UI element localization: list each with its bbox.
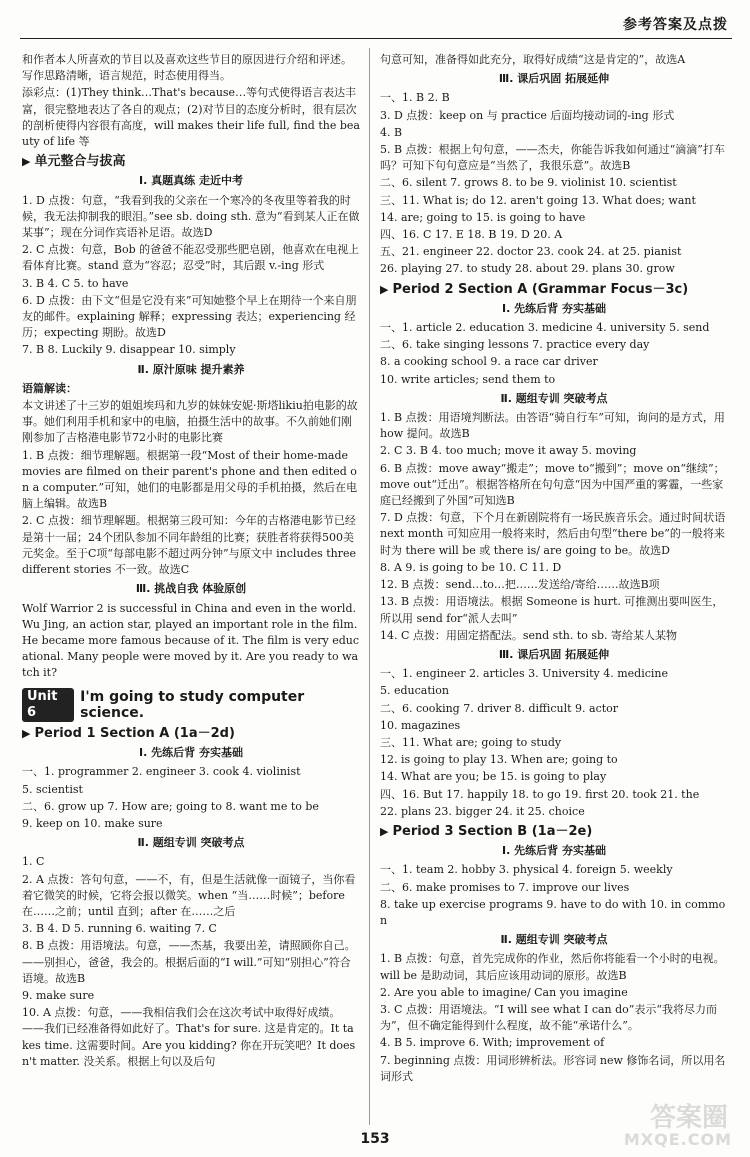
answer-line: 二、6. make promises to 7. improve our lives [380,880,630,894]
answer-line: 5. education [380,684,449,698]
section-heading [22,726,360,742]
unit-heading [22,688,360,722]
triangle-icon: ▶ [380,824,389,838]
answer-line: 二、6. silent 7. grows 8. to be 9. violinist 10. scientist [380,176,677,190]
answer-line: 3. D 点拨：keep on 与 practice 后面均接动词的-ing 形式 [380,108,675,122]
answer-line: 二、6. take singing lessons 7. practice every day [380,338,650,352]
answer-line: 句意可知，准备得如此充分，取得好成绩“这是肯定的”，故选A [380,53,686,66]
answer-line: 和作者本人所喜欢的节目以及喜欢这些节目的原因进行介绍和评述。写作思路清晰，语言规范，时态使用得当。 [22,53,352,83]
answer-line: 26. playing 27. to study 28. about 29. plans 30. grow [380,262,675,276]
subsection-heading: Ⅰ. 真题真练 走近中考 [139,174,243,188]
answer-line: 8. a cooking school 9. a race car driver [380,355,598,369]
answer-line: 1. B 点拨：细节理解题。根据第一段“Most of their home-made movies are filmed on their parent's phone and then edited on a computer.”可知，她们的电影都是用父母的手机拍摄，然后在电脑上编辑。故选B [22,448,358,511]
note-label: 语篇解读： [22,381,77,395]
unit-title: I'm going to study computer science. [80,688,305,721]
answer-line: 二、6. cooking 7. driver 8. difficult 9. actor [380,701,619,715]
answer-line: 9. make sure [22,988,95,1002]
answer-line: 7. D 点拨：句意，下个月在新剧院将有一场民族音乐会。通过时间状语 next month 可知应用一般将来时，然后由句型“there be”的一般将来时为 there will be 或 there is/ are going to be。故选D [380,511,726,557]
answer-line: 22. plans 23. bigger 24. it 25. choice [380,804,585,818]
subsection-heading: Ⅱ. 原汁原味 提升素养 [137,362,245,376]
section-heading [380,824,728,840]
answer-line: 6. D 点拨：由下文“但是它没有来”可知她整个早上在期待一个来自朋友的邮件。explaining 解释；expressing 表达；experiencing 经历；expecting 期盼。故选D [22,293,357,340]
page-header-title: 参考答案及点拨 [623,17,728,33]
answer-line: 四、16. C 17. E 18. B 19. D 20. A [380,228,563,242]
right-column [380,52,728,1086]
subsection-heading: Ⅰ. 先练后背 夯实基础 [502,301,606,315]
answer-line: 三、11. What are; going to study [380,735,562,749]
triangle-icon: ▶ [22,155,31,169]
answer-line: 1. C [22,855,45,869]
answer-line: 3. C 点拨：用语境法。“I will see what I can do”表示“我将尽力而为”，但不确定能得到什么程度，故不能“承诺什么”。 [380,1002,718,1033]
answer-line: 7. B 8. Luckily 9. disappear 10. simply [22,343,236,357]
triangle-icon: ▶ [380,282,389,296]
answer-line: 14. C 点拨：用固定搭配法。send sth. to sb. 寄给某人某物 [380,628,678,642]
answer-line: 1. D 点拨：句意，“我看到我的父亲在一个寒冷的冬夜里等着我的时候，我无法抑制我的眼泪。”see sb. doing sth. 意为“看到某人正在做某事”；现在分词作宾语补足语。故选D [22,193,360,240]
answer-line: 2. C 点拨：句意，Bob 的爸爸不能忍受那些肥皂剧，他喜欢在电视上看体育比赛。stand 意为“容忍；忍受”时，其后跟 v.-ing 形式 [22,243,360,273]
section-heading [22,154,360,170]
answer-line: 9. keep on 10. make sure [22,816,163,830]
answer-line: 14. What are you; be 15. is going to play [380,770,607,784]
subsection-heading: Ⅱ. 题组专训 突破考点 [137,836,245,850]
subsection-heading: Ⅱ. 题组专训 突破考点 [500,933,608,947]
watermark-url: MXQE.COM [623,1130,732,1149]
answer-line: Wolf Warrior 2 is successful in China and even in the world. Wu Jing, an action star, played an important role in the film. He became more famous because of it. The film is very educational. Many people were moved by it. Are you ready to watch it? [22,601,360,680]
subsection-heading: Ⅲ. 课后巩固 拓展延伸 [498,647,610,661]
answer-line: 2. C 点拨：细节理解题。根据第三段可知：今年的吉格港电影节已经是第十一届；24个团队参加不同年龄组的比赛；获胜者将获得500美元奖金。至于C项“每部电影不超过两分钟”与原文中 includes three different stories 不一致。故选C [22,514,356,577]
answer-line: 四、16. But 17. happily 18. to go 19. first 20. took 21. the [380,787,700,801]
subsection-heading: Ⅰ. 先练后背 夯实基础 [139,746,243,760]
answer-line: 13. B 点拨：用语境法。根据 Someone is hurt. 可推测出要叫医生，所以用 send for“派人去叫” [380,595,724,625]
answer-line: 3. B 4. D 5. running 6. waiting 7. C [22,922,217,936]
answer-line: 2. A 点拨：答句句意，——不，有，但是生活就像一面镜子，当你看着它微笑的时候，它将会报以微笑。when “当……时候”；before 在……之前；until 直到；after 在……之后 [22,872,356,918]
subsection-heading: Ⅲ. 课后巩固 拓展延伸 [498,72,610,86]
answer-line: 7. beginning 点拨：用词形辨析法。形容词 new 修饰名词，所以用名词形式 [380,1053,726,1083]
watermark-logo [618,1097,736,1149]
answer-line: 二、6. grow up 7. How are; going to 8. want me to be [22,799,319,813]
answer-line: 3. B 4. C 5. to have [22,276,129,290]
answer-line: 5. scientist [22,782,83,796]
answer-line: 8. A 9. is going to be 10. C 11. D [380,560,562,574]
section-heading-text: Period 3 Section B (1a－2e) [392,823,593,839]
answer-line: 一、1. team 2. hobby 3. physical 4. foreign 5. weekly [380,863,673,877]
subsection-heading: Ⅱ. 题组专训 突破考点 [500,391,608,405]
answer-line: 三、11. What is; do 12. aren't going 13. What does; want [380,193,696,207]
answer-line: 4. B [380,125,403,139]
unit-badge: Unit 6 [22,688,74,722]
answer-line: 1. B 点拨：用语境判断法。由答语“骑自行车”可知，询问的是方式，用 how 提问。故选B [380,411,725,441]
answer-line: 本文讲述了十三岁的姐姐埃玛和九岁的妹妹安妮·斯塔likiu拍电影的故事。她们利用手机和家中的电脑，拍摄生活中的故事。不久前她们刚刚参加了吉格港电影节72小时的电影比赛 [22,399,358,445]
answer-line: 一、1. B 2. B [380,91,450,105]
triangle-icon: ▶ [22,726,31,740]
page-number: 153 [360,1131,390,1147]
answer-line: 12. B 点拨：send…to…把……发送给/寄给……故选B项 [380,578,660,592]
watermark-text: 答案圈 [649,1103,728,1133]
answer-line: 5. B 点拨：根据上句句意，——杰夫，你能告诉我如何通过“滴滴”打车吗？可知下句句意应是“当然了，我很乐意”。故选B [380,143,725,173]
column-divider [369,48,370,1125]
answer-line: 6. B 点拨：move away“搬走”；move to“搬到”；move on“继续”；move out“迁出”。根据答格所在句句意“因为中国严重的雾霾，一些家庭已经搬到了外国”可知选B [380,461,725,508]
answer-line: 10. magazines [380,718,461,732]
section-heading [380,282,728,298]
answer-line: 一、1. engineer 2. articles 3. University 4. medicine [380,667,668,681]
answer-line: 一、1. article 2. education 3. medicine 4. university 5. send [380,321,710,335]
answer-line: 2. Are you able to imagine/ Can you imagine [380,985,628,999]
left-column [22,52,360,1071]
answer-line: 12. is going to play 13. When are; going to [380,753,618,767]
section-heading-text: Period 1 Section A (1a－2d) [34,725,235,741]
answer-line: 14. are; going to 15. is going to have [380,210,586,224]
answer-line: 1. B 点拨：句意，首先完成你的作业，然后你将能看一个小时的电视。will be 是助动词，其后应该用动词的原形。故选B [380,952,725,982]
answer-line: 10. write articles; send them to [380,372,556,386]
section-heading-text: 单元整合与拔高 [34,154,126,170]
section-heading-text: Period 2 Section A (Grammar Focus－3c) [392,281,689,297]
header-rule [20,38,732,39]
answer-line: 10. A 点拨：句意，——我相信我们会在这次考试中取得好成绩。——我们已经准备得如此好了。That's for sure. 这是肯定的。It takes time. 这需要时间。Are you kidding? 你在开玩笑吧？It doesn't matter. 没关系。根据上句以及后句 [22,1006,356,1068]
answer-line: 一、1. programmer 2. engineer 3. cook 4. violinist [22,765,301,779]
answer-line: 8. B 点拨：用语境法。句意，——杰基，我要出差，请照顾你自己。——别担心，爸爸，我会的。根据后面的“I will.”可知“别担心”符合语境。故选B [22,939,356,985]
answer-line: 2. C 3. B 4. too much; move it away 5. moving [380,444,637,458]
answer-line: 五、21. engineer 22. doctor 23. cook 24. at 25. pianist [380,245,682,259]
subsection-heading: Ⅰ. 先练后背 夯实基础 [502,844,606,858]
answer-line: 8. take up exercise programs 9. have to do with 10. in common [380,897,726,927]
answer-line: 4. B 5. improve 6. With; improvement of [380,1036,605,1050]
answer-line: 添彩点：(1)They think…That's because…等句式使得语言表达丰富，很完整地表达了各自的观点；(2)对节目的态度分析时，很有层次的剖析使得内容很有高度，will makes their life full, find the beauty of life 等 [22,86,360,149]
subsection-heading: Ⅲ. 挑战自我 体验原创 [135,582,247,596]
